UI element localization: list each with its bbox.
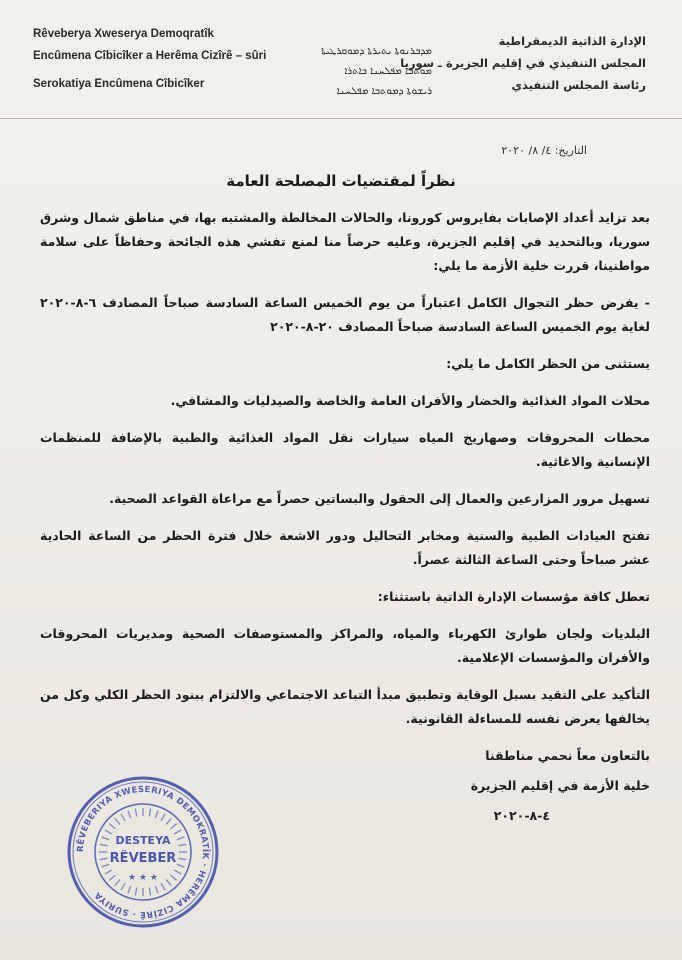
paragraph-compliance: التأكيد على التقيد بسبل الوقاية وتطبيق مبدأ التباعد الاجتماعي والالتزام ببنود الحظر الكلي وكل من يخالفها يعرض نفسه للمساءلة القانونية. <box>40 687 650 726</box>
svg-text:RÊVEBERIYA XWESERIYA DEMOKRATÎ: RÊVEBERIYA XWESERIYA DEMOKRATÎK · HERÊMA CIZÎRÊ · SURIYA <box>75 784 211 920</box>
svg-text:DESTEYA: DESTEYA <box>115 834 171 847</box>
document-title: نظراً لمقتضيات المصلحة العامة <box>226 172 456 190</box>
header-kurdish-line3: Serokatiya Encûmena Cîbicîker <box>33 78 205 90</box>
paragraph-curfew: - يفرض حظر التجوال الكامل اعتباراً من يوم الخميس الساعة السادسة صباحاً المصادف ٦-٨-٢٠٢٠ لغاية يوم الخميس الساعة السادسة صباحاً المصادف ٢٠-٨-٢٠٢٠ <box>40 295 650 334</box>
paragraph-institutions-exceptions: البلديات ولجان طوارئ الكهرباء والمياه، والمراكز والمستوصفات الصحية ومديريات المحروقات والأفران والمؤسسات الإعلامية. <box>40 626 650 665</box>
paragraph-intro: بعد تزايد أعداد الإصابات بفايروس كورونا، والحالات المخالطة والمشتبه بها، في مناطق شمال وشرق سوريا، وبالتحديد في إقليم الجزيرة، وعليه حرصاً منا لمنع تفشي هذه الجائحة وحفاظاً على سلامة مواطنينا، قررت خلية الأزمة ما يلي: <box>40 210 650 273</box>
document-body <box>40 206 650 841</box>
stamp-seal-icon <box>63 772 223 932</box>
header-kurdish-line2: Encûmena Cîbicîker a Herêma Cizîrê – sûri <box>33 50 267 62</box>
header-arabic-line2: المجلس التنفيذي في إقليم الجزيرة ـ سوريا <box>400 56 646 70</box>
svg-text:★ ★ ★: ★ ★ ★ <box>128 873 158 883</box>
document-date: التاريخ: ٤/ ٨/ ٢٠٢٠ <box>501 144 587 157</box>
header-syriac-line1: ܡܕܒܪܢܘܬܐ ܝܬܝܪܬܐ ܕܡܘܩܪܛܝܬܐ <box>321 46 432 57</box>
arabic-header <box>396 30 646 96</box>
paragraph-exception-shops: محلات المواد الغذائية والخضار والأفران العامة والخاصة والصيدليات والمشافي. <box>170 393 650 408</box>
header-syriac-line3: ܪܝܫܘܬܐ ܕܡܘܬܒܐ ܡܦܠܚܢܐ <box>336 86 432 97</box>
paragraph-exception-farmers: تسهيل مرور المزارعين والعمال إلى الحقول والبساتين حصراً مع مراعاة القواعد الصحية. <box>109 491 650 506</box>
kurdish-header <box>33 28 283 90</box>
svg-text:RÊVEBER: RÊVEBER <box>109 851 177 866</box>
header-syriac-line2: ܡܘܬܒܐ ܡܦܠܚܢܐ ܒܐܬܪܐ <box>344 66 432 77</box>
paragraph-closing-slogan: بالتعاون معاً نحمي مناطقنا <box>485 748 650 763</box>
official-stamp <box>63 772 223 932</box>
paragraph-sign-date: ٤-٨-٢٠٢٠ <box>493 808 550 823</box>
header-arabic-line3: رئاسة المجلس التنفيذي <box>511 78 646 92</box>
paragraph-signature: خلية الأزمة في إقليم الجزيرة <box>470 778 650 793</box>
paragraph-exception-clinics: تفتح العيادات الطبية والسنية ومخابر التحاليل ودور الاشعة خلال فترة الحظر من الساعة الحادية عشر صباحاً وحتى الساعة الثالثة عصراً. <box>40 528 650 567</box>
paragraph-exceptions-heading: يستثنى من الحظر الكامل ما يلي: <box>446 356 650 371</box>
paragraph-exception-fuel: محطات المحروقات وصهاريج المياه سيارات نقل المواد الغذائية والطبية بالإضافة للمنظمات الإنسانية والاغاثية. <box>40 430 650 469</box>
paragraph-institutions-heading: تعطل كافة مؤسسات الإدارة الذاتية باستثناء: <box>377 589 650 604</box>
header-kurdish-line1: Rêveberya Xweserya Demoqratîk <box>33 28 214 40</box>
header-divider <box>0 118 682 119</box>
header-arabic-line1: الإدارة الذاتية الديمقراطية <box>498 34 646 48</box>
